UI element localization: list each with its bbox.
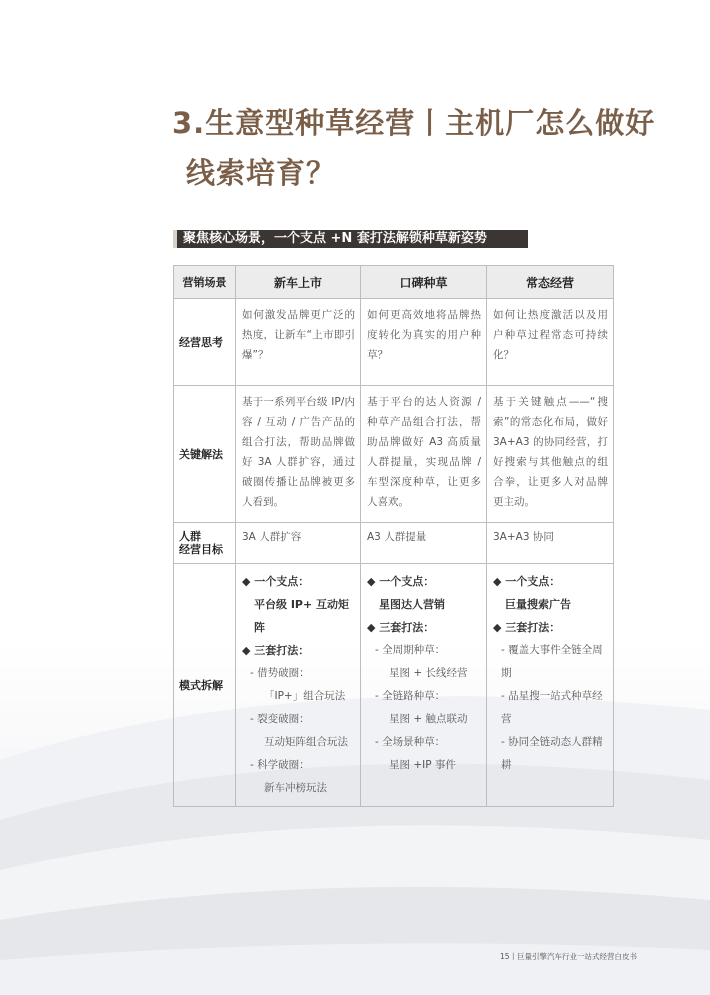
cell-thinking-3: 如何让热度激活以及用户种草过程常态可持续化？: [487, 299, 614, 386]
cell-target-3: 3A+A3 协同: [487, 523, 614, 564]
section-bar-accent: [173, 230, 177, 248]
cell-mode-1: [236, 564, 361, 807]
row-label-target: [174, 523, 236, 564]
pivot-value: 平台级 IP+ 互动矩阵: [254, 598, 350, 634]
pivot-value: 巨量搜索广告: [505, 598, 571, 611]
cell-target-2: A3 人群提量: [361, 523, 487, 564]
method-detail: 互动矩阵组合玩法: [264, 736, 348, 748]
header-scene: 营销场景: [174, 266, 236, 299]
header-new-car: 新车上市: [236, 266, 361, 299]
pivot-label: ◆ 一个支点：: [367, 575, 435, 588]
method-item: - 品星搜一站式种草经营: [501, 690, 603, 725]
method-item: - 借势破圈：: [250, 667, 310, 679]
method-detail: 星图 + 长线经营: [389, 667, 468, 679]
table-header-row: [174, 266, 614, 299]
table-row-mode: [174, 564, 614, 807]
table-row-thinking: [174, 299, 614, 386]
method-detail: 星图 + 触点联动: [389, 713, 468, 725]
table-row-target: [174, 523, 614, 564]
pivot-label: ◆ 一个支点：: [242, 575, 310, 588]
method-item: - 全链路种草：: [375, 690, 446, 702]
row-label-mode: 模式拆解: [174, 564, 236, 807]
methods-label: ◆ 三套打法：: [367, 621, 435, 634]
pivot-value: 星图达人营销: [379, 598, 445, 611]
row-label-thinking: 经营思考: [174, 299, 236, 386]
method-item: - 科学破圈：: [250, 759, 310, 771]
header-word-of-mouth: 口碑种草: [361, 266, 487, 299]
cell-thinking-2: 如何更高效地将品牌热度转化为真实的用户种草？: [361, 299, 487, 386]
section-heading: [173, 230, 528, 248]
cell-solution-2: 基于平台的达人资源 / 种草产品组合打法，帮助品牌做好 A3 高质量人群提量，实现品牌 / 车型深度种草，让更多人喜欢。: [361, 386, 487, 523]
title-line-1: 3.生意型种草经营丨主机厂怎么做好: [172, 106, 656, 140]
methods-label: ◆ 三套打法：: [493, 621, 561, 634]
method-item: - 协同全链动态人群精耕: [501, 736, 603, 771]
strategy-table: [173, 265, 614, 807]
method-detail: 「IP+」组合玩法: [264, 690, 346, 702]
row-label-target-line-1: 人群: [179, 530, 201, 543]
cell-mode-3: [487, 564, 614, 807]
page-title: [172, 98, 672, 198]
method-item: - 裂变破圈：: [250, 713, 310, 725]
methods-label: ◆ 三套打法：: [242, 644, 310, 657]
cell-thinking-1: 如何激发品牌更广泛的热度，让新车“上市即引爆”？: [236, 299, 361, 386]
title-line-2: 线索培育？: [186, 156, 337, 190]
method-detail: 星图 +IP 事件: [389, 759, 456, 771]
method-item: - 覆盖大事件全链全周期: [501, 644, 603, 679]
method-detail: 新车冲榜玩法: [264, 782, 327, 794]
method-item: - 全周期种草：: [375, 644, 446, 656]
pivot-label: ◆ 一个支点：: [493, 575, 561, 588]
method-item: - 全场景种草：: [375, 736, 446, 748]
table-row-solution: [174, 386, 614, 523]
row-label-target-line-2: 经营目标: [179, 543, 223, 556]
cell-solution-1: 基于一系列平台级 IP/内容 / 互动 / 广告产品的组合打法，帮助品牌做好 3A 人群扩容，通过破圈传播让品牌被更多人看到。: [236, 386, 361, 523]
section-heading-text: 聚焦核心场景，一个支点 +N 套打法解锁种草新姿势: [183, 231, 487, 246]
row-label-solution: 关键解法: [174, 386, 236, 523]
header-regular: 常态经营: [487, 266, 614, 299]
cell-mode-2: [361, 564, 487, 807]
cell-solution-3: 基于关键触点——“搜索”的常态化布局，做好 3A+A3 的协同经营，打好搜索与其他触点的组合拳，让更多人对品牌更主动。: [487, 386, 614, 523]
page-footer: 15丨巨量引擎汽车行业一站式经营白皮书: [500, 952, 638, 961]
cell-target-1: 3A 人群扩容: [236, 523, 361, 564]
